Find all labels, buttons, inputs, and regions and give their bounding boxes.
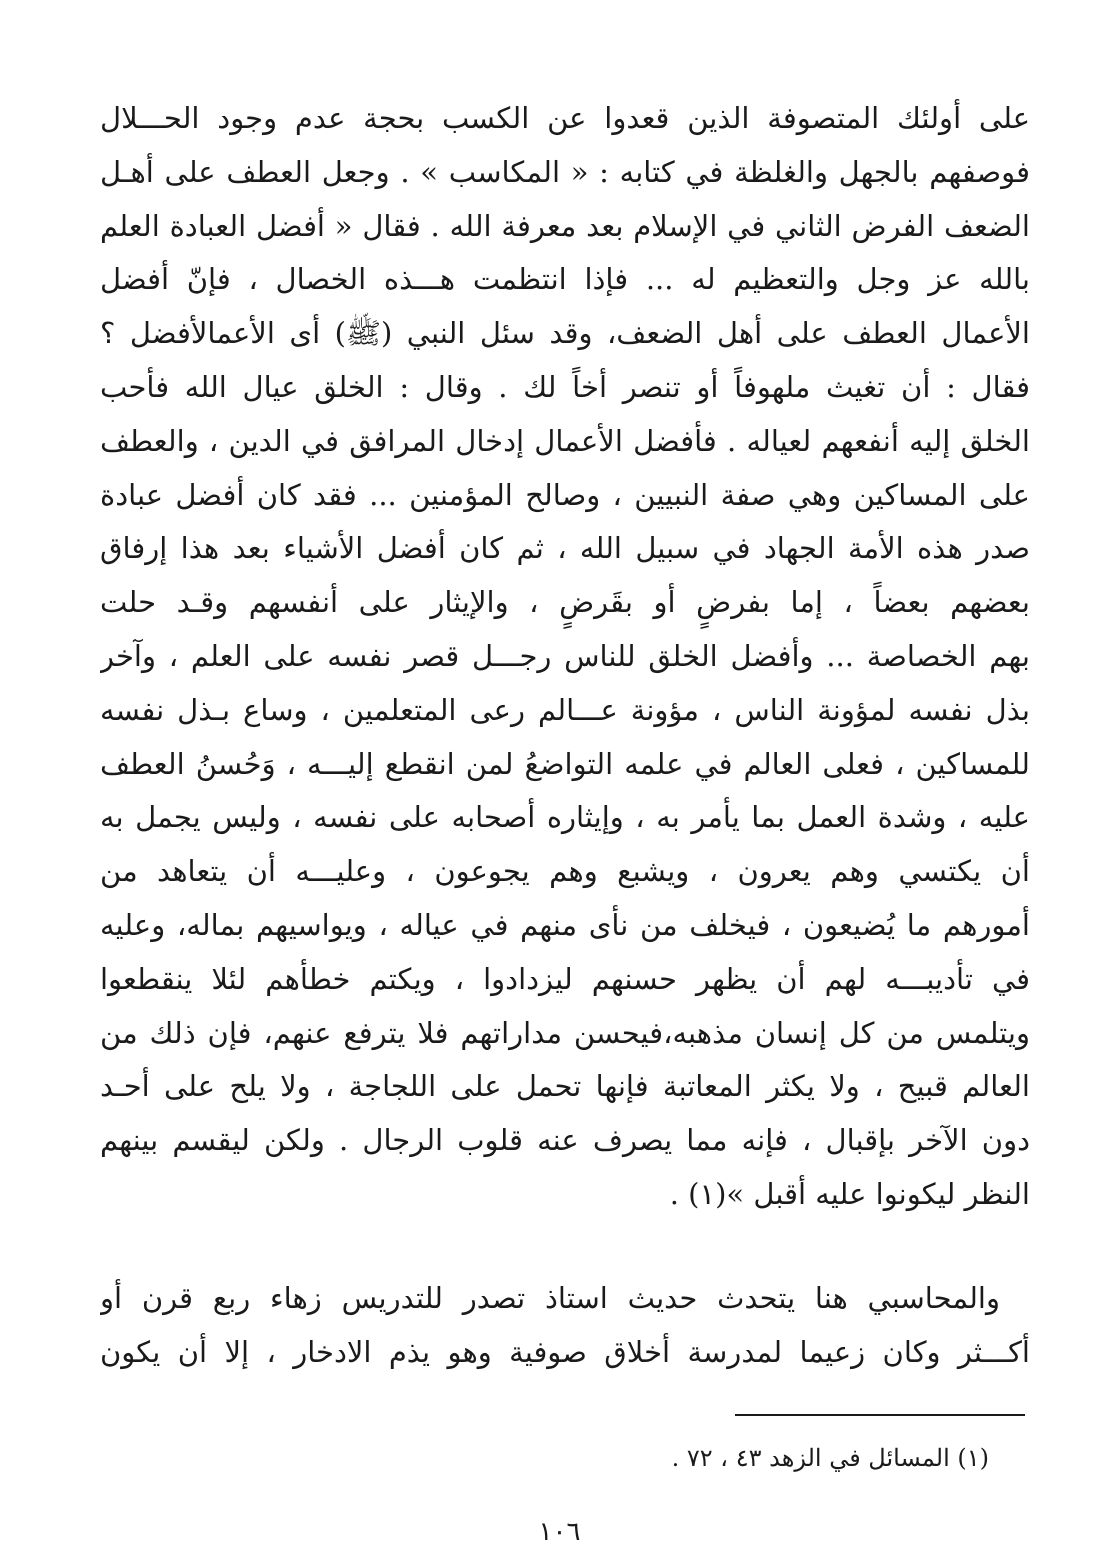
text-line: النظر ليكونوا عليه أقبل »(١) . [669, 1176, 1030, 1211]
text-line: أن يكتسي وهم يعرون ، ويشبع وهم يجوعون ، وعليـــه أن يتعاهد من [100, 854, 1030, 889]
text-line: الخلق إليه أنفعهم لعياله . فأفضل الأعمال إدخال المرافق في الدين ، والعطف [100, 423, 1030, 458]
text-line: العالم قبيح ، ولا يكثر المعاتبة فإنها تحمل على اللجاجة ، ولا يلح على أحـد [100, 1069, 1030, 1104]
page-number: ١٠٦ [538, 1517, 581, 1547]
footnote: (١) المسائل في الزهد ٤٣ ، ٧٢ . [671, 1444, 989, 1472]
text-line: دون الآخر بإقبال ، فإنه مما يصرف عنه قلوب الرجال . ولكن ليقسم بينهم [100, 1123, 1030, 1158]
text-line: والمحاسبي هنا يتحدث حديث استاذ تصدر للتدريس زهاء ربع قرن أو [100, 1281, 1000, 1315]
text-line: صدر هذه الأمة الجهاد في سبيل الله ، ثم كان أفضل الأشياء بعد هذا إرفاق [100, 531, 1030, 566]
text-line: فقال : أن تغيث ملهوفاً أو تنصر أخاً لك . وقال : الخلق عيال الله فأحب [100, 369, 1030, 404]
text-line: بعضهم بعضاً ، إما بفرضٍ أو بقَرضٍ ، والإيثار على أنفسهم وقـد حلت [100, 585, 1030, 620]
text-line: بذل نفسه لمؤونة الناس ، مؤونة عـــالم رعى المتعلمين ، وساع بـذل نفسه [100, 692, 1030, 727]
text-line: عليه ، وشدة العمل بما يأمر به ، وإيثاره أصحابه على نفسه ، وليس يجمل به [100, 800, 1030, 835]
second-paragraph [100, 1272, 1030, 1380]
text-line: للمساكين ، فعلى العالم في علمه التواضعُ لمن انقطع إليـــه ، وَحُسنُ العطف [100, 746, 1030, 781]
text-line: ويتلمس من كل إنسان مذهبه،فيحسن مداراتهم فلا يترفع عنهم، فإن ذلك من [100, 1015, 1030, 1050]
text-line: في تأديبـــه لهم أن يظهر حسنهم ليزدادوا ، ويكتم خطأهم لئلا ينقطعوا [100, 961, 1030, 996]
text-line: على المساكين وهي صفة النبيين ، وصالح المؤمنين ... فقد كان أفضل عبادة [100, 477, 1030, 512]
text-line: فوصفهم بالجهل والغلظة في كتابه : « المكاسب » . وجعل العطف على أهـل [100, 154, 1030, 189]
text-line: أمورهم ما يُضيعون ، فيخلف من نأى منهم في عياله ، ويواسيهم بماله، وعليه [100, 907, 1030, 942]
text-line: أكـــثر وكان زعيما لمدرسة أخلاق صوفية وهو يذم الادخار ، إلا أن يكون [100, 1334, 1030, 1369]
main-paragraph [100, 92, 1030, 1222]
footnote-separator [735, 1414, 1025, 1416]
text-line: بالله عز وجل والتعظيم له ... فإذا انتظمت هـــذه الخصال ، فإنّ أفضل [100, 262, 1030, 297]
text-line: الأعمال العطف على أهل الضعف، وقد سئل النبي (ﷺ) أى الأعمالأفضل ؟ [100, 316, 1030, 351]
text-line: بهم الخصاصة ... وأفضل الخلق للناس رجـــل قصر نفسه على العلم ، وآخر [100, 638, 1030, 673]
text-line: على أولئك المتصوفة الذين قعدوا عن الكسب بحجة عدم وجود الحـــلال [100, 101, 1030, 135]
text-line: الضعف الفرض الثاني في الإسلام بعد معرفة الله . فقال « أفضل العبادة العلم [100, 208, 1030, 243]
